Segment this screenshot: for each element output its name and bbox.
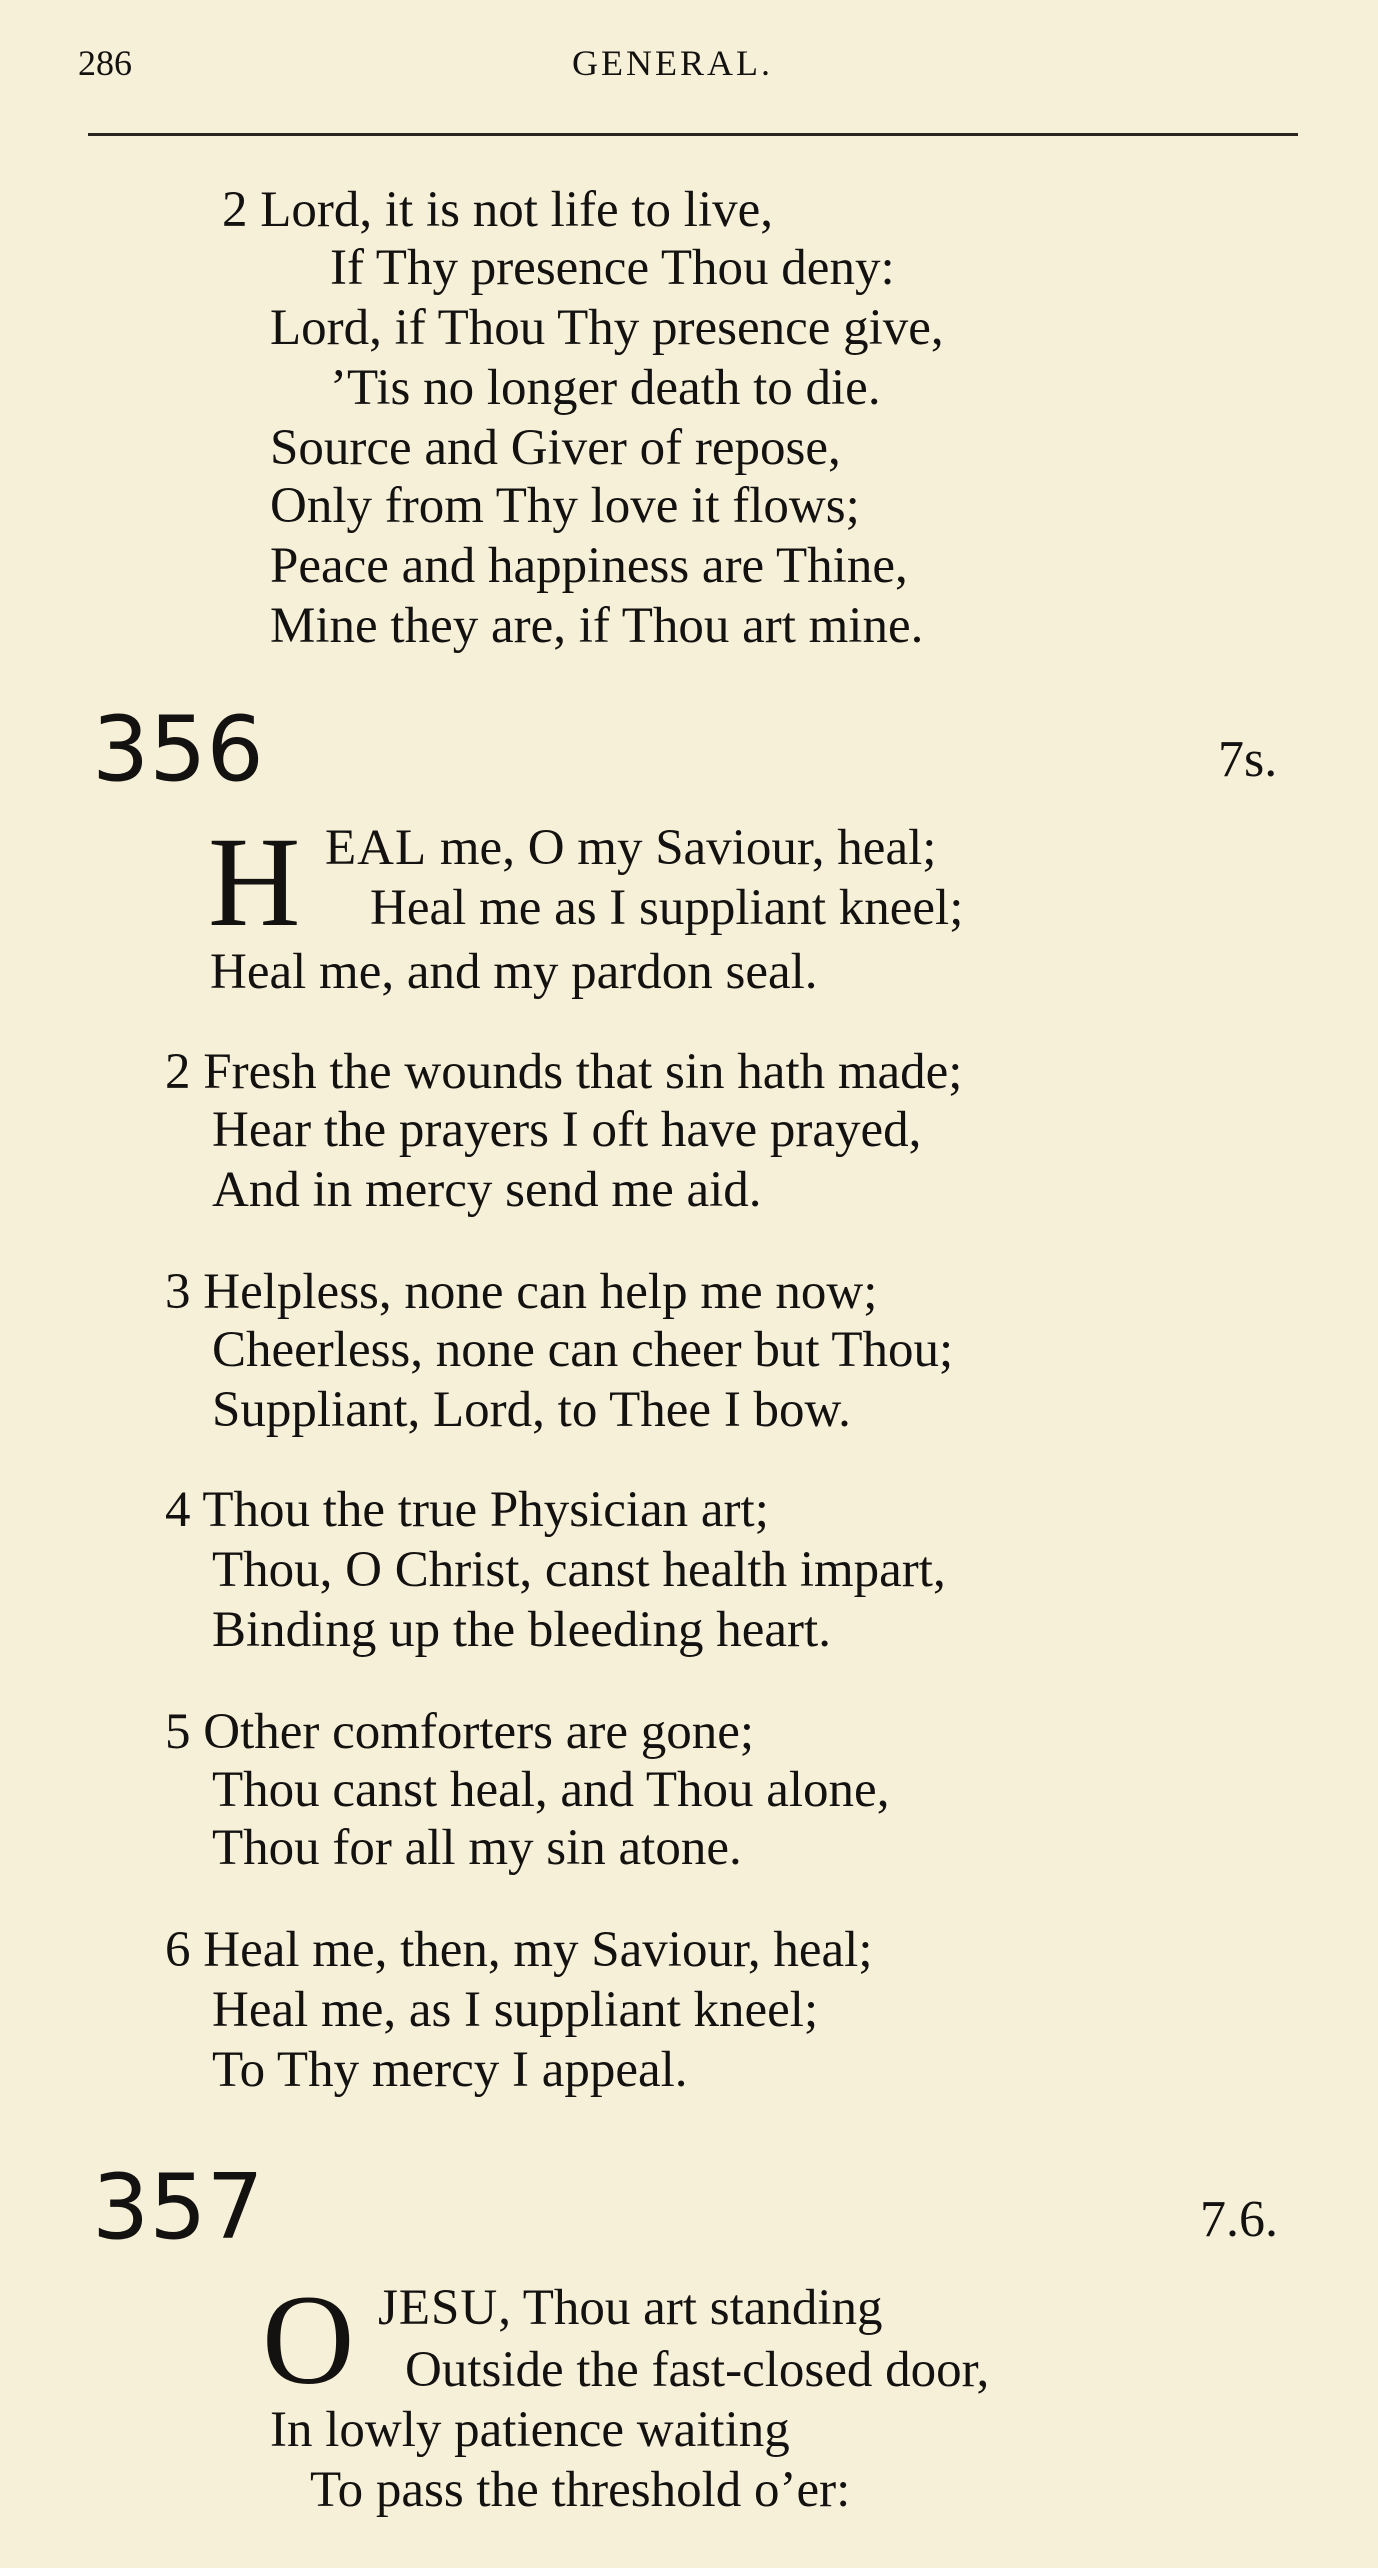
drop-cap: O: [262, 2269, 355, 2411]
first-line-rest: me, O my Saviour, heal;: [427, 820, 937, 876]
running-header: GENERAL.: [572, 43, 773, 83]
verse-line: 3 Helpless, none can help me now;: [165, 1264, 878, 1320]
verse-line-first: [378, 2278, 883, 2338]
verse-line: To Thy mercy I appeal.: [212, 2042, 688, 2098]
hymn-meter: 7s.: [1218, 731, 1278, 788]
verse-line: Source and Giver of repose,: [270, 420, 841, 476]
verse-line: 4 Thou the true Physician art;: [165, 1482, 769, 1538]
verse-line: Thou for all my sin atone.: [212, 1820, 742, 1876]
verse-line: Suppliant, Lord, to Thee I bow.: [212, 1382, 851, 1438]
verse-line: Only from Thy love it flows;: [270, 478, 860, 534]
verse-line: And in mercy send me aid.: [212, 1162, 762, 1218]
verse-line: 2 Fresh the wounds that sin hath made;: [165, 1044, 963, 1100]
first-line-rest: , Thou art standing: [498, 2280, 883, 2336]
first-word-caps: EAL: [325, 820, 428, 876]
verse-line: Thou canst heal, and Thou alone,: [212, 1762, 890, 1818]
verse-line: In lowly patience waiting: [270, 2402, 790, 2458]
page-number: 286: [78, 43, 132, 83]
header-rule: [88, 133, 1298, 136]
first-word-caps: JESU: [378, 2280, 499, 2336]
drop-cap: H: [208, 811, 301, 953]
hymn-number: 357: [92, 2155, 264, 2260]
verse-line: Peace and happiness are Thine,: [270, 538, 908, 594]
verse-line: Heal me, as I suppliant kneel;: [212, 1982, 819, 2038]
verse-line: Heal me, and my pardon seal.: [210, 944, 818, 1000]
hymn-number: 356: [92, 697, 264, 802]
verse-line: 5 Other comforters are gone;: [165, 1704, 755, 1760]
verse-line: Mine they are, if Thou art mine.: [270, 598, 924, 654]
verse-line: Binding up the bleeding heart.: [212, 1602, 831, 1658]
verse-line: ’Tis no longer death to die.: [330, 360, 881, 416]
verse-line: Lord, if Thou Thy presence give,: [270, 300, 944, 356]
verse-line-first: [325, 818, 936, 878]
verse-line: To pass the threshold o’er:: [310, 2462, 851, 2518]
hymn-meter: 7.6.: [1200, 2191, 1278, 2248]
verse-line: Cheerless, none can cheer but Thou;: [212, 1322, 954, 1378]
verse-line: If Thy presence Thou deny:: [330, 240, 895, 296]
verse-line: Heal me as I suppliant kneel;: [370, 880, 964, 936]
verse-line: Hear the prayers I oft have prayed,: [212, 1102, 922, 1158]
verse-line: 6 Heal me, then, my Saviour, heal;: [165, 1922, 873, 1978]
verse-line: Outside the fast-closed door,: [405, 2342, 990, 2398]
verse-line: Thou, O Christ, canst health impart,: [212, 1542, 946, 1598]
verse-line: 2 Lord, it is not life to live,: [222, 182, 774, 238]
